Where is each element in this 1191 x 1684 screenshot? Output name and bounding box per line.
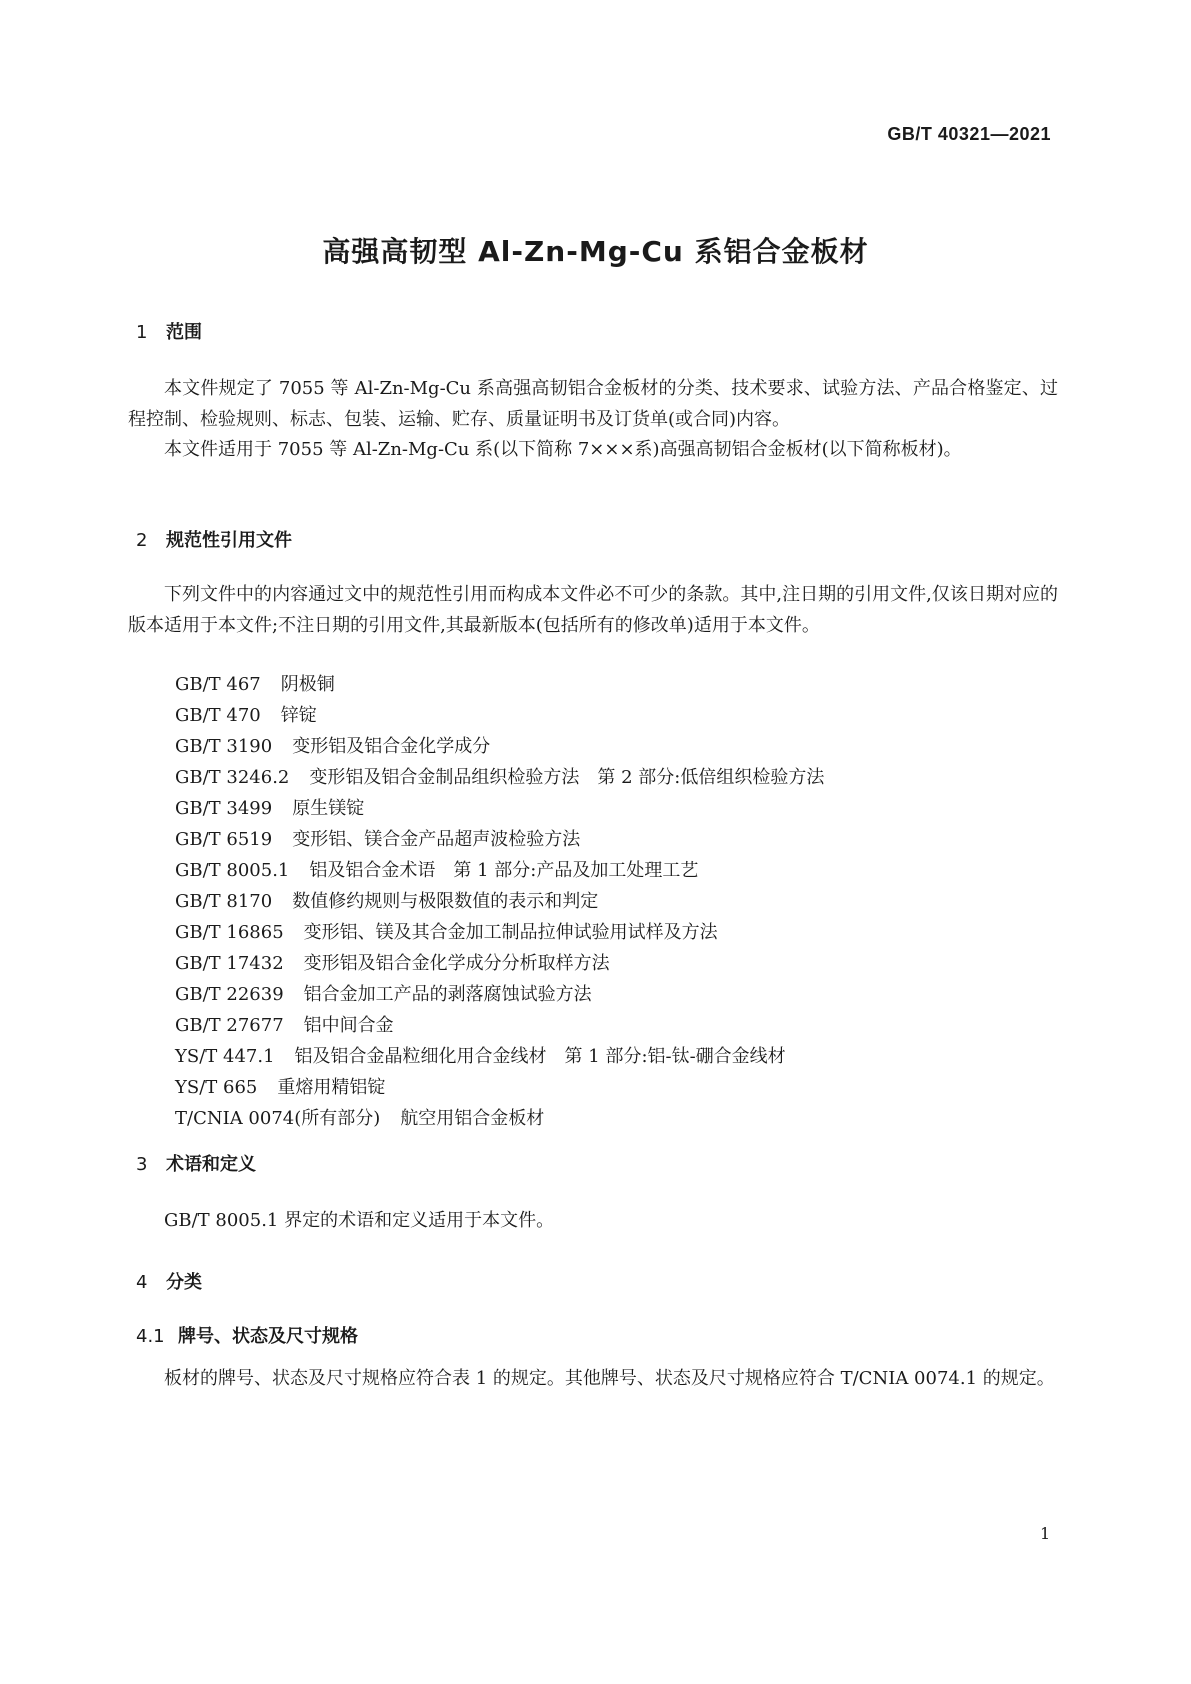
- reference-item: [175, 669, 824, 700]
- reference-item: [175, 886, 824, 917]
- reference-item: [175, 1041, 824, 1072]
- reference-code: GB/T 17432: [175, 953, 284, 974]
- reference-code: YS/T 447.1: [175, 1046, 275, 1067]
- section-4-heading: [136, 1268, 202, 1294]
- reference-code: GB/T 3190: [175, 736, 273, 757]
- reference-title: 航空用铝合金板材: [400, 1108, 545, 1129]
- reference-code: YS/T 665: [175, 1077, 258, 1098]
- subsection-number: 4.1: [136, 1326, 165, 1347]
- reference-title: 数值修约规则与极限数值的表示和判定: [292, 891, 599, 912]
- section-number: 4: [136, 1272, 148, 1293]
- reference-item: [175, 979, 824, 1010]
- reference-title: 锌锭: [280, 705, 317, 726]
- reference-code: GB/T 6519: [175, 829, 273, 850]
- reference-title: 原生镁锭: [292, 798, 365, 819]
- reference-title: 铝中间合金: [303, 1015, 394, 1036]
- section-1-heading: [136, 318, 202, 344]
- reference-item: [175, 1072, 824, 1103]
- reference-title: 变形铝、镁合金产品超声波检验方法: [292, 829, 581, 850]
- reference-title: 铝及铝合金术语 第 1 部分:产品及加工处理工艺: [309, 860, 699, 881]
- reference-title: 铝合金加工产品的剥落腐蚀试验方法: [303, 984, 592, 1005]
- reference-title: 铝及铝合金晶粒细化用合金线材 第 1 部分:铝-钛-硼合金线材: [294, 1046, 786, 1067]
- section-number: 2: [136, 530, 148, 551]
- reference-title: 变形铝及铝合金制品组织检验方法 第 2 部分:低倍组织检验方法: [309, 767, 825, 788]
- reference-list: [175, 669, 824, 1134]
- section-4-1-paragraph: 板材的牌号、状态及尺寸规格应符合表 1 的规定。其他牌号、状态及尺寸规格应符合 T/CNIA 0074.1 的规定。: [164, 1368, 1055, 1389]
- reference-item: [175, 1010, 824, 1041]
- section-3-paragraph: GB/T 8005.1 界定的术语和定义适用于本文件。: [164, 1210, 555, 1231]
- reference-item: [175, 824, 824, 855]
- section-title: 范围: [166, 322, 202, 343]
- reference-code: GB/T 3246.2: [175, 767, 290, 788]
- reference-item: [175, 917, 824, 948]
- reference-title: 阴极铜: [280, 674, 335, 695]
- reference-title: 重熔用精铝锭: [277, 1077, 386, 1098]
- reference-item: [175, 1103, 824, 1134]
- reference-item: [175, 855, 824, 886]
- section-title: 分类: [166, 1272, 202, 1293]
- reference-item: [175, 731, 824, 762]
- section-4-1-heading: [136, 1322, 358, 1348]
- reference-title: 变形铝及铝合金化学成分分析取样方法: [303, 953, 610, 974]
- section-2-intro: 下列文件中的内容通过文中的规范性引用而构成本文件必不可少的条款。其中,注日期的引用文件,仅该日期对应的版本适用于本文件;不注日期的引用文件,其最新版本(包括所有的修改单)适用于本文件。: [128, 584, 1058, 636]
- reference-code: GB/T 8170: [175, 891, 273, 912]
- reference-code: GB/T 8005.1: [175, 860, 290, 881]
- section-1-paragraph-1: 本文件规定了 7055 等 Al-Zn-Mg-Cu 系高强高韧铝合金板材的分类、技术要求、试验方法、产品合格鉴定、过程控制、检验规则、标志、包装、运输、贮存、质量证明书及订货单(或合同)内容。: [128, 378, 1058, 430]
- reference-code: GB/T 16865: [175, 922, 284, 943]
- reference-title: 变形铝、镁及其合金加工制品拉伸试验用试样及方法: [303, 922, 718, 943]
- section-2-heading: [136, 526, 292, 552]
- reference-item: [175, 948, 824, 979]
- reference-code: GB/T 3499: [175, 798, 273, 819]
- page-number: 1: [1040, 1524, 1051, 1543]
- section-number: 3: [136, 1154, 148, 1175]
- reference-code: GB/T 470: [175, 705, 261, 726]
- subsection-title: 牌号、状态及尺寸规格: [178, 1326, 358, 1347]
- reference-code: GB/T 27677: [175, 1015, 284, 1036]
- section-number: 1: [136, 322, 148, 343]
- reference-item: [175, 762, 824, 793]
- section-3-heading: [136, 1150, 256, 1176]
- reference-title: 变形铝及铝合金化学成分: [292, 736, 491, 757]
- reference-item: [175, 700, 824, 731]
- reference-code: GB/T 467: [175, 674, 261, 695]
- section-title: 术语和定义: [166, 1154, 256, 1175]
- section-1-paragraph-2: 本文件适用于 7055 等 Al-Zn-Mg-Cu 系(以下简称 7×××系)高强高韧铝合金板材(以下简称板材)。: [164, 439, 962, 460]
- reference-code: GB/T 22639: [175, 984, 284, 1005]
- document-title: 高强高韧型 Al-Zn-Mg-Cu 系铝合金板材: [322, 235, 869, 268]
- reference-item: [175, 793, 824, 824]
- standard-code: GB/T 40321—2021: [887, 124, 1051, 144]
- section-title: 规范性引用文件: [166, 530, 292, 551]
- reference-code: T/CNIA 0074(所有部分): [175, 1108, 381, 1129]
